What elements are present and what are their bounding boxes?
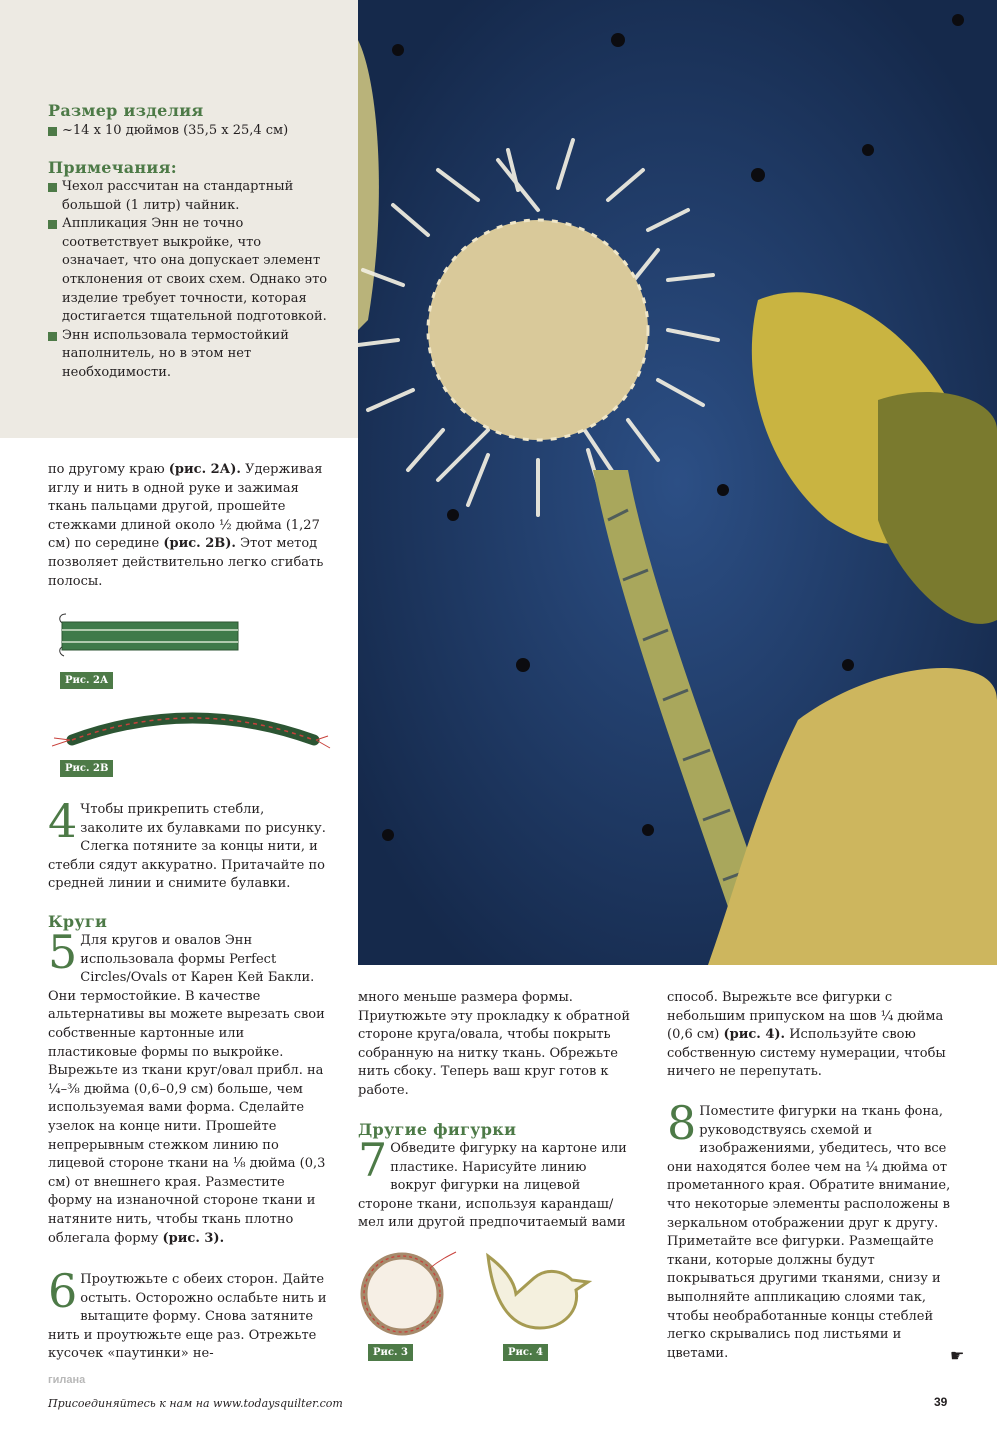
col1-intro: по другому краю (рис. 2А). Удерживая иглу и нить в одной руке и зажимая ткань пальцами другой, прошейте стежками длиной около ½ дюйма (1,27 см) по середине (рис. 2В). Этот метод позволяет действительно легко сгибать полосы. — [48, 462, 324, 589]
fig-2b-label: Рис. 2В — [60, 760, 113, 777]
pointing-hand-icon: ☛ — [950, 1346, 965, 1365]
note-item: Аппликация Энн не точно соответствует выкройке, что означает, что она допускает элемент отклонения от своих схем. Однако это изделие требует точности, которая достигается тщательной подготовкой. — [48, 215, 328, 327]
fig-3-label: Рис. 3 — [368, 1344, 413, 1361]
step-4-number: 4 — [48, 794, 78, 848]
footer-text: Присоединяйтесь к нам на www.todaysquilter.com — [48, 1397, 343, 1410]
step-8-number: 8 — [667, 1096, 697, 1150]
figure-4-bird — [484, 1250, 594, 1332]
step-6: 6 Проутюжьте с обеих сторон. Дайте остыть. Осторожно ослабьте нить и вытащите форму. Снова затяните нить и проутюжьте еще раз. Отрежьте кусочек «паутинки» не- — [48, 1264, 327, 1362]
figure-3-circle — [356, 1246, 466, 1338]
figure-2b — [52, 696, 332, 754]
note-item: Чехол рассчитан на стандартный большой (1 литр) чайник. — [48, 178, 328, 215]
step-5-number: 5 — [48, 925, 78, 979]
notes-heading: Примечания: — [48, 158, 177, 177]
size-item: ~14 х 10 дюймов (35,5 х 25,4 см) — [48, 122, 338, 141]
fig-4-label: Рис. 4 — [503, 1344, 548, 1361]
size-list — [48, 122, 338, 141]
page-number: 39 — [934, 1395, 948, 1409]
other-shapes-heading: Другие фигурки — [358, 1120, 517, 1139]
col2-text: много меньше размера формы. Приутюжьте эту прокладку к обратной стороне круга/овала, чтобы покрыть собранную на нитку ткань. Обрежьте нить сбоку. Теперь ваш круг готов к работе. — [358, 990, 630, 1098]
notes-list — [48, 178, 328, 383]
step-7: 7 Обведите фигурку на картоне или пластике. Нарисуйте линию вокруг фигурки на лицевой стороне ткани, используя карандаш/мел или другой предпочитаемый вами — [358, 1133, 627, 1231]
quilt-photo — [358, 0, 997, 965]
step-6-number: 6 — [48, 1264, 78, 1318]
fig-2a-label: Рис. 2А — [60, 672, 113, 689]
note-item: Энн использовала термостойкий наполнитель, но в этом нет необходимости. — [48, 327, 328, 383]
step-7-number: 7 — [358, 1133, 388, 1187]
circles-heading: Круги — [48, 912, 108, 931]
col3-text: способ. Вырежьте все фигурки с небольшим припуском на шов ¼ дюйма (0,6 см) (рис. 4). Используйте свою собственную систему нумерации, чтобы ничего не перепутать. — [667, 990, 946, 1080]
step-5: 5 Для кругов и овалов Энн использовала формы Perfect Circles/Ovals от Карен Кей Бакли. Они термостойкие. В качестве альтернативы вы можете вырезать свои собственные картонные или пластиковые формы по выкройке. Вырежьте из ткани круг/овал прибл. на ¼–⅜ дюйма (0,6–0,9 см) больше, чем используемая вами форма. Сделайте узелок на конце нити. Прошейте непрерывным стежком линию по лицевой стороне ткани на ⅛ дюйма (0,3 см) от внешнего края. Разместите форму на изнаночной стороне ткани и натяните нить, чтобы ткань плотно облегала форму (рис. 3). — [48, 925, 326, 1246]
step-8: 8 Поместите фигурки на ткань фона, руководствуясь схемой и изображениями, убедитесь, что все они находятся более чем на ¼ дюйма от прометанного края. Обратите внимание, что некоторые элементы расположены в зеркальном отображении друг к другу. Приметайте все фигурки. Размещайте ткани, которые должны будут покрываться другими тканями, снизу и выполняйте аппликацию слоями так, чтобы необработанные концы стеблей легко скрывались под листьями и цветами. — [667, 1096, 951, 1361]
step-4: 4 Чтобы прикрепить стебли, заколите их булавками по рисунку. Слегка потяните за концы нити, и стебли сядут аккуратно. Притачайте по средней линии и снимите булавки. — [48, 794, 326, 892]
size-heading: Размер изделия — [48, 101, 204, 120]
quilt-illustration — [358, 0, 997, 965]
figure-2a — [52, 608, 252, 660]
watermark: гилана — [48, 1374, 86, 1386]
